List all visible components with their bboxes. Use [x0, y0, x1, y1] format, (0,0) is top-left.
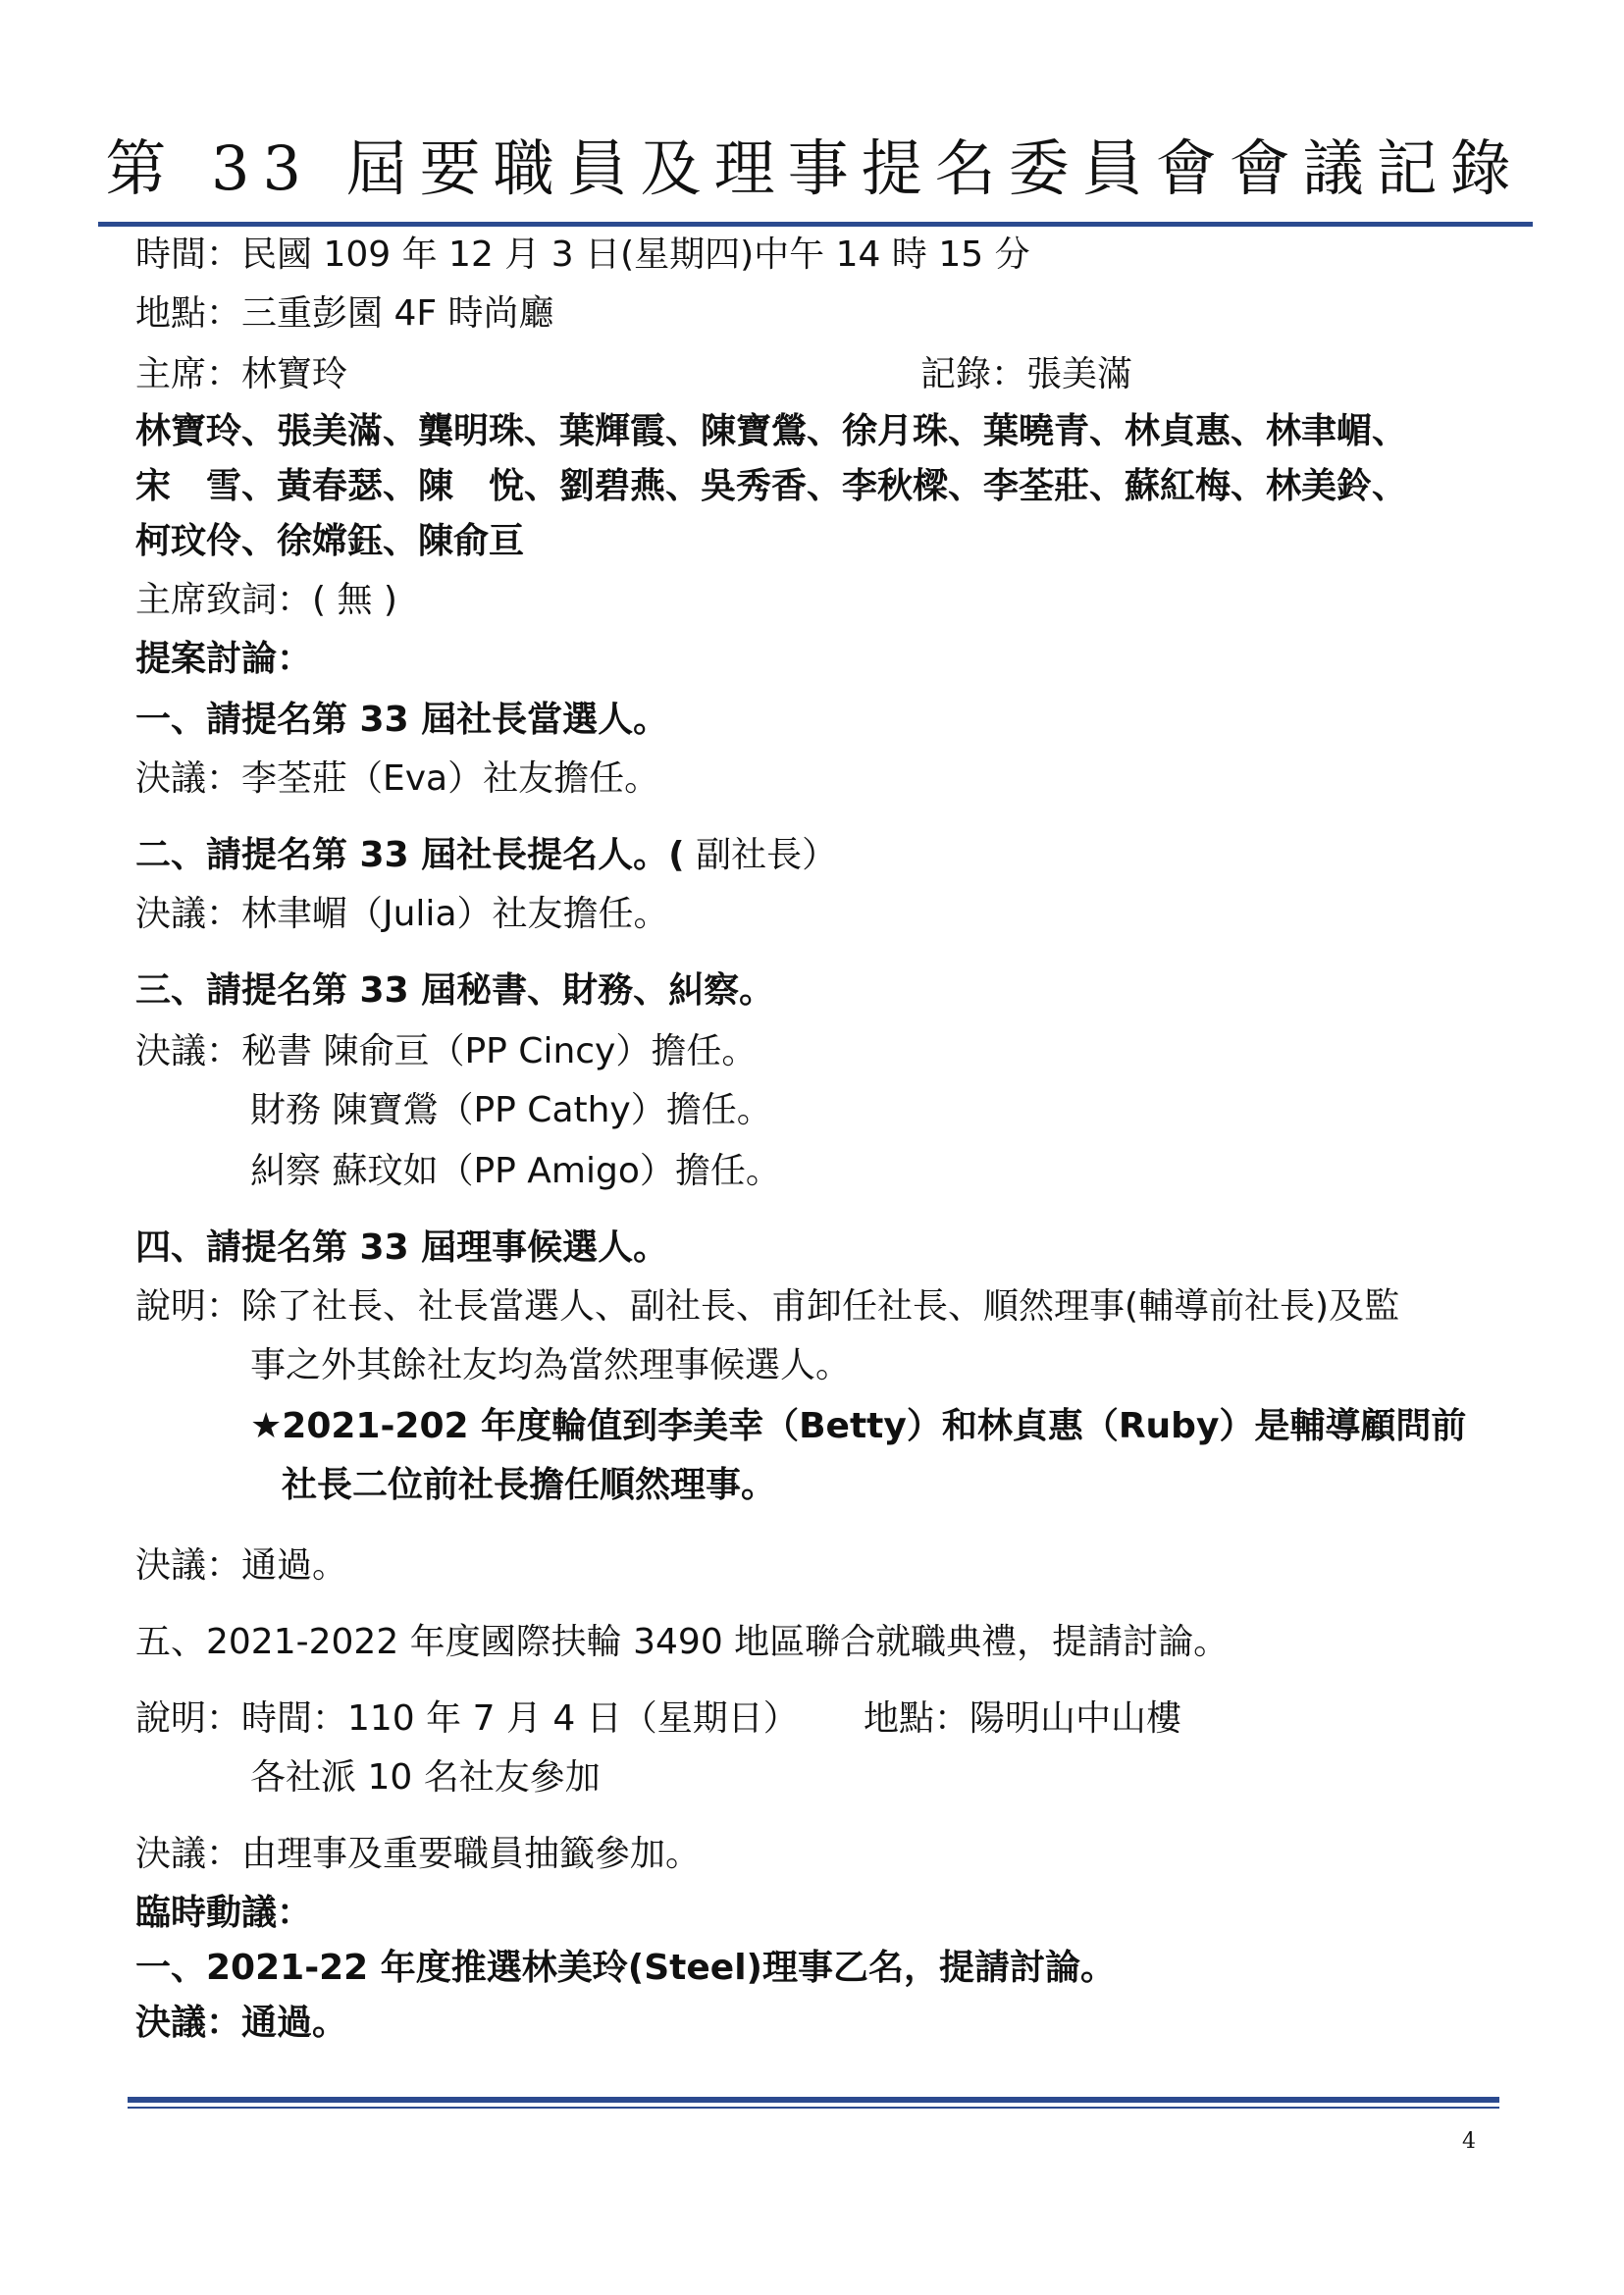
item2-heading [135, 834, 837, 877]
item4-resolution: 決議：通過。 [135, 1545, 348, 1586]
item1-resolution: 決議：李荃莊（Eva）社友擔任。 [135, 758, 660, 799]
item5-heading: 五、2021-2022 年度國際扶輪 3490 地區聯合就職典禮，提請討論。 [135, 1622, 1230, 1662]
item3-resolution-treasurer: 財務 陳寶鶯（PP Cathy）擔任。 [250, 1090, 772, 1130]
attendees-line-2: 宋 雪、黃春瑟、陳 悅、劉碧燕、吳秀香、李秋樑、李荃莊、蘇紅梅、林美鈴、 [135, 466, 1408, 506]
chair-speech: 主席致詞：( 無 ) [135, 580, 397, 620]
extempore-item: 一、2021-22 年度推選林美玲(Steel)理事乙名，提請討論。 [135, 1948, 1116, 1988]
item5-note-2: 各社派 10 名社友參加 [250, 1757, 601, 1798]
item4-heading: 四、請提名第 33 屆理事候選人。 [135, 1227, 669, 1268]
item5-resolution: 決議：由理事及重要職員抽籤參加。 [135, 1834, 702, 1874]
footer-divider-thin [128, 2107, 1499, 2109]
item1-heading: 一、請提名第 33 屆社長當選人。 [135, 700, 669, 740]
item4-note-1: 說明：除了社長、社長當選人、副社長、甫卸任社長、順然理事(輔導前社長)及監 [135, 1286, 1400, 1327]
item4-star-note-2: 社長二位前社長擔任順然理事。 [282, 1465, 777, 1505]
item2-resolution: 決議：林聿嵋（Julia）社友擔任。 [135, 894, 669, 934]
item3-resolution-secretary: 決議：秘書 陳俞亘（PP Cincy）擔任。 [135, 1031, 758, 1071]
attendees-line-1: 林寶玲、張美滿、龔明珠、葉輝霞、陳寶鶯、徐月珠、葉曉青、林貞惠、林聿嵋、 [135, 411, 1408, 451]
footer-divider [128, 2097, 1499, 2103]
item4-note-2: 事之外其餘社友均為當然理事候選人。 [250, 1345, 852, 1385]
page-title: 第 33 屆要職員及理事提名委員會會議記錄 [105, 132, 1524, 204]
meeting-time: 時間：民國 109 年 12 月 3 日(星期四)中午 14 時 15 分 [135, 235, 1030, 275]
item3-resolution-sergeant: 糾察 蘇玟如（PP Amigo）擔任。 [250, 1151, 781, 1191]
extempore-resolution: 決議：通過。 [135, 2003, 348, 2043]
title-divider [98, 222, 1533, 227]
attendees-line-3: 柯玟伶、徐嫦鈺、陳俞亘 [135, 521, 525, 561]
item2-heading-tail: 副社長） [684, 835, 838, 875]
item5-note-time: 說明：時間：110 年 7 月 4 日（星期日） [135, 1698, 799, 1739]
meeting-place: 地點：三重彭園 4F 時尚廳 [135, 293, 554, 334]
extempore-heading: 臨時動議： [135, 1893, 313, 1933]
proposals-heading: 提案討論： [135, 639, 313, 679]
page-number: 4 [1462, 2129, 1476, 2154]
item2-heading-bold: 二、請提名第 33 屆社長提名人。( [135, 835, 685, 875]
item5-note-place: 地點：陽明山中山樓 [864, 1698, 1182, 1739]
meeting-recorder: 記錄：張美滿 [920, 354, 1133, 394]
item4-star-note-1: ★2021-202 年度輪值到李美幸（Betty）和林貞惠（Ruby）是輔導顧問前 [250, 1406, 1467, 1446]
meeting-chair: 主席：林寶玲 [135, 354, 348, 394]
item3-heading: 三、請提名第 33 屆秘書、財務、糾察。 [135, 970, 775, 1011]
